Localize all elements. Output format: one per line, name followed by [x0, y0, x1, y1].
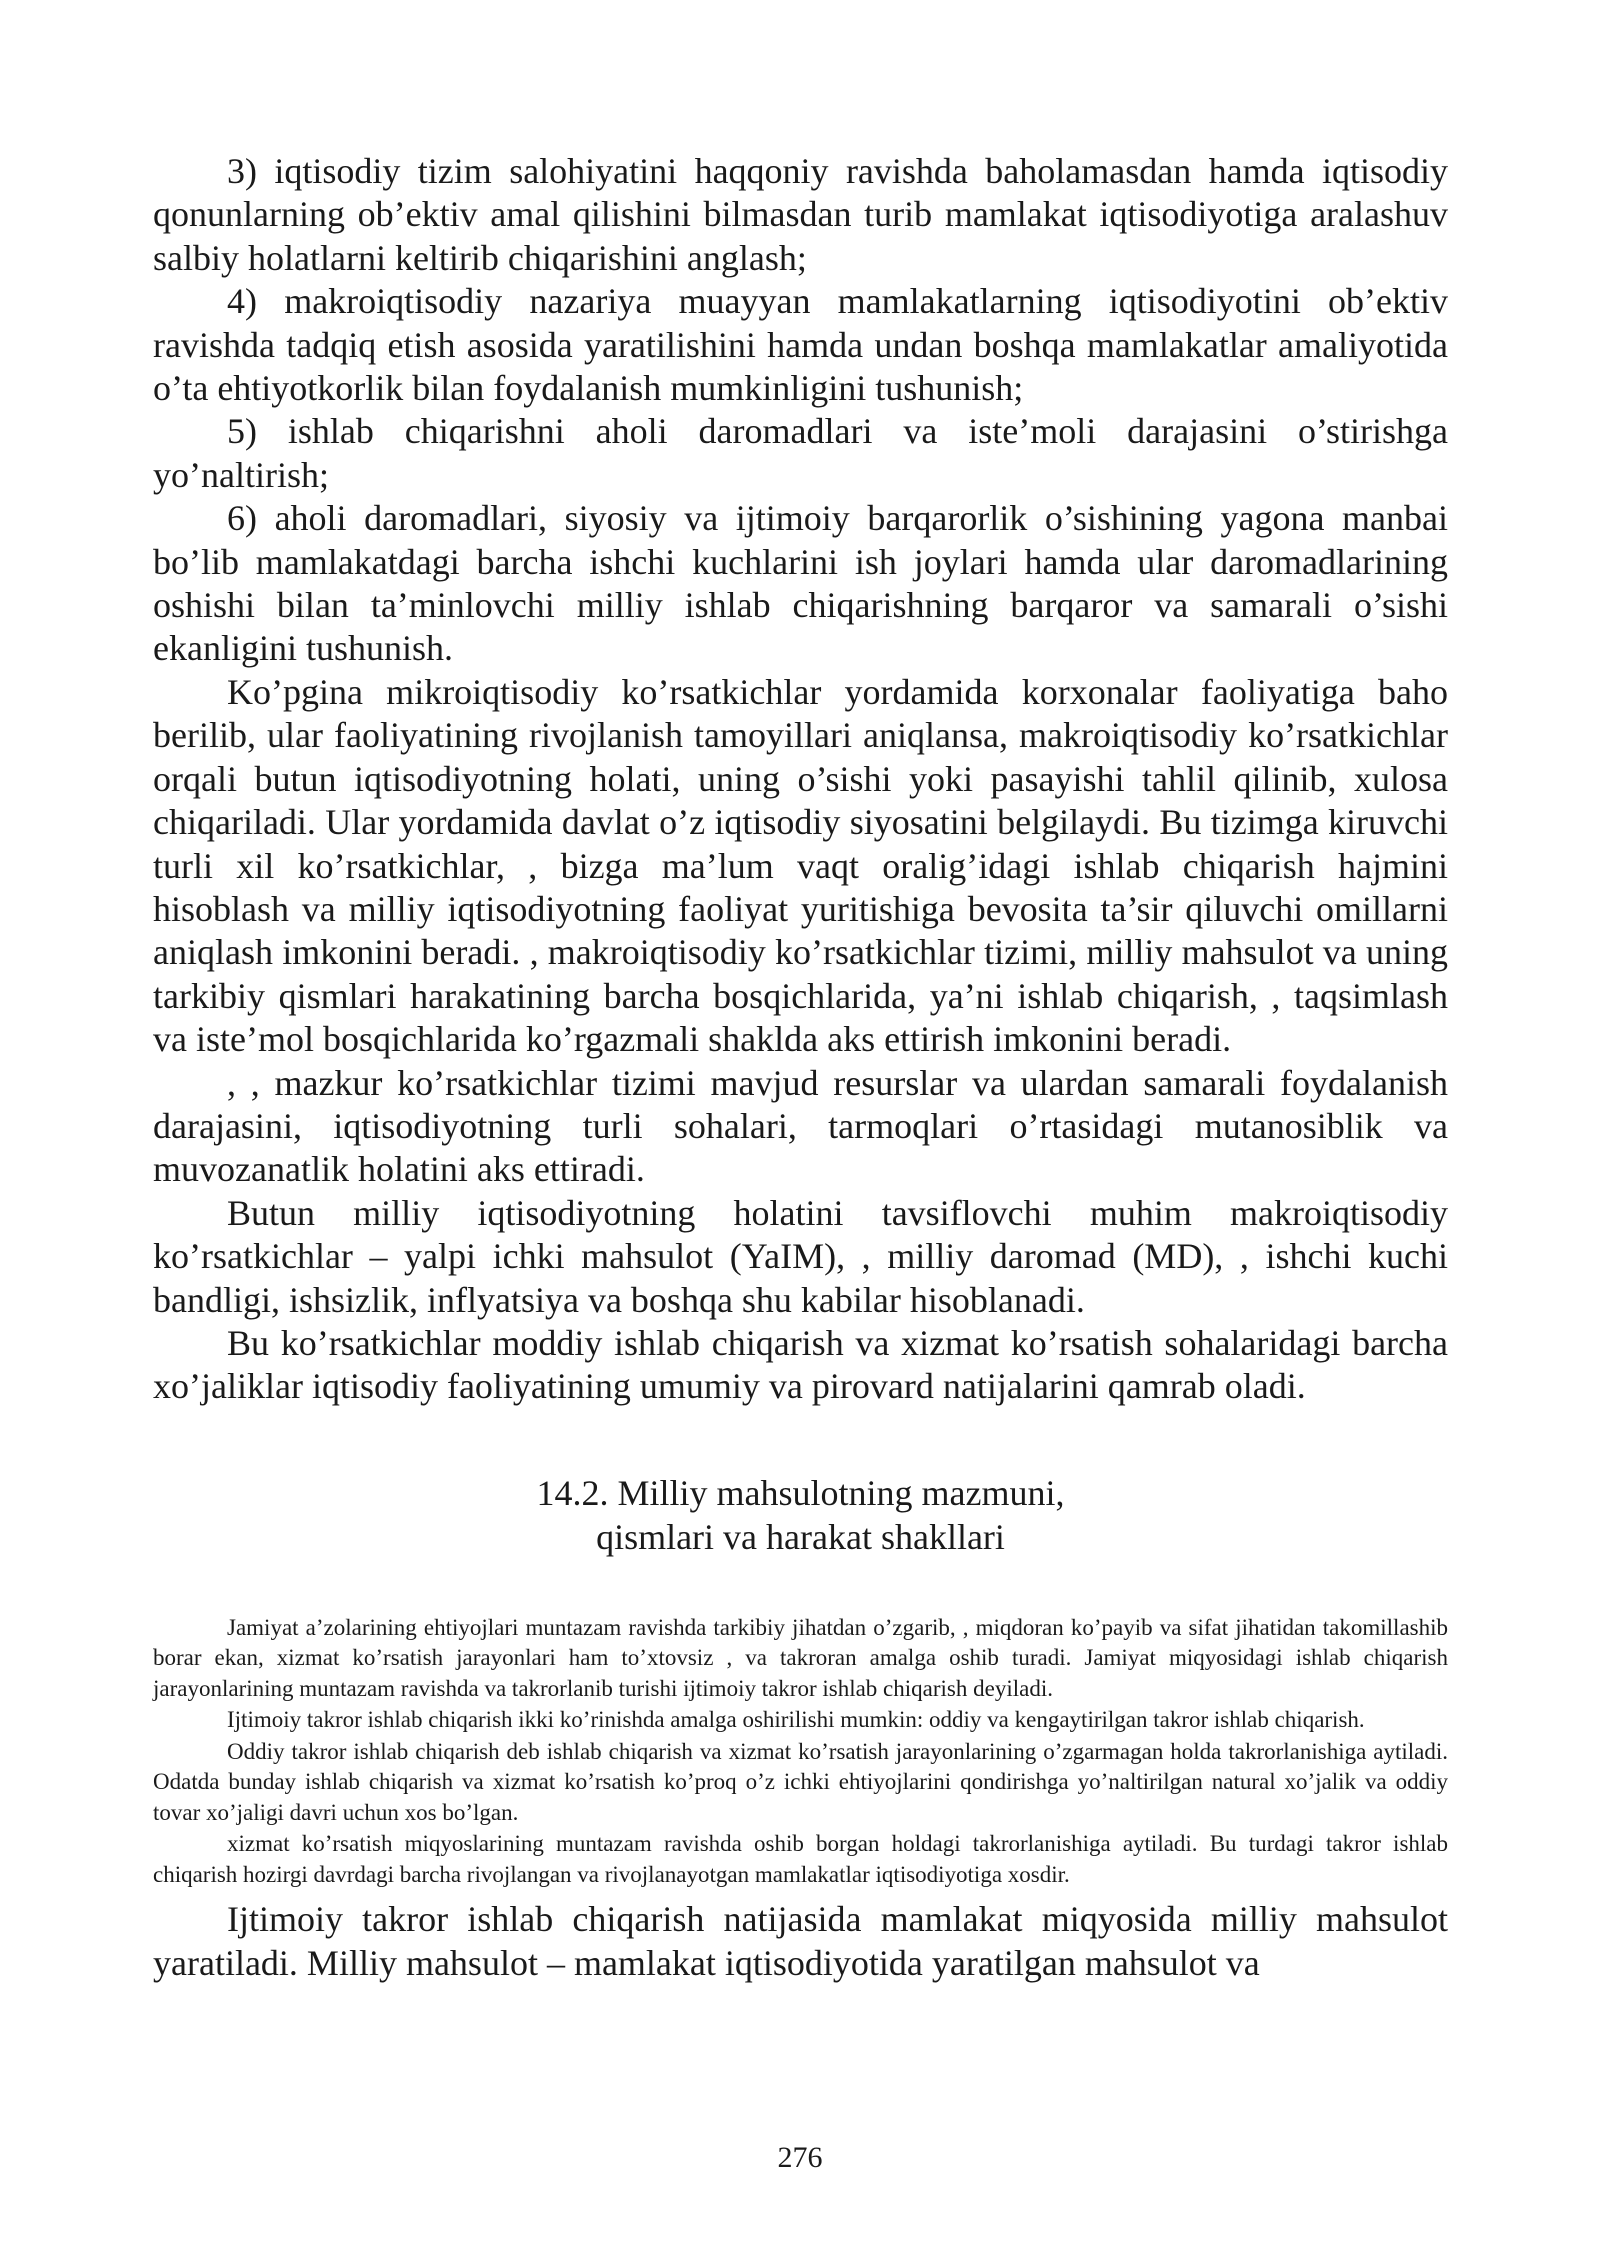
body-paragraph-scope: Bu ko’rsatkichlar moddiy ishlab chiqarish va xizmat ko’rsatish sohalaridagi barcha xo’jaliklar iqtisodiy faoliyatining umumiy va pirovard natijalarini qamrab oladi. — [153, 1322, 1448, 1407]
small-paragraph-social-reproduction: Jamiyat a’zolarining ehtiyojlari muntazam ravishda tarkibiy jihatdan o’zgarib, , miqdoran ko’payib va sifat jihatidan takomillashib borar ekan, xizmat ko’rsatish jarayonlari ham to’xtovsiz , va takroran amalga oshib turadi. Jamiyat miqyosidagi ishlab chiqarish jarayonlarining muntazam ravishda va takrorlanib turishi ijtimoiy takror ishlab chiqarish deyiladi. — [153, 1614, 1448, 1701]
small-paragraph-simple-reproduction: Oddiy takror ishlab chiqarish deb ishlab chiqarish va xizmat ko’rsatish jarayonlarining o’zgarmagan holda takrorlanishiga aytiladi. Odatda bunday ishlab chiqarish va xizmat ko’rsatish ko’proq o’z ichki ehtiyojlarini qondirishga yo’naltirilgan natural xo’jalik va oddiy tovar xo’jaligi davri uchun xos bo’lgan. — [153, 1738, 1448, 1825]
body-paragraph-macro-indicators: Butun milliy iqtisodiyotning holatini tavsiflovchi muhim makroiqtisodiy ko’rsatkichlar – yalpi ichki mahsulot (YaIM), , milliy daromad (MD), , ishchi kuchi bandligi, ishsizlik, inflyatsiya va boshqa shu kabilar hisoblanadi. — [153, 1192, 1448, 1320]
body-paragraph-system: , , mazkur ko’rsatkichlar tizimi mavjud resurslar va ulardan samarali foydalanish darajasini, iqtisodiyotning turli sohalari, tarmoqlari o’rtasidagi mutanosiblik va muvozanatlik holatini aks ettiradi. — [153, 1062, 1448, 1190]
page-number: 276 — [777, 2141, 823, 2174]
body-paragraph-item-5: 5) ishlab chiqarishni aholi daromadlari va iste’moli darajasini o’stirishga yo’naltirish; — [153, 411, 1448, 495]
small-paragraph-extended-reproduction: xizmat ko’rsatish miqyoslarining muntazam ravishda oshib borgan holdagi takrorlanishiga aytiladi. Bu turdagi takror ishlab chiqarish hozirgi davrdagi barcha rivojlangan va rivojlanayotgan mamlakatlar iqtisodiyotiga xosdir. — [153, 1831, 1448, 1887]
body-paragraph-national-product: Ijtimoiy takror ishlab chiqarish natijasida mamlakat miqyosida milliy mahsulot yaratiladi. Milliy mahsulot – mamlakat iqtisodiyotida yaratilgan mahsulot va — [153, 1899, 1448, 1983]
section-heading-line-2: qismlari va harakat shakllari — [596, 1516, 1005, 1557]
body-paragraph-indicators: Ko’pgina mikroiqtisodiy ko’rsatkichlar yordamida korxonalar faoliyatiga baho berilib, ular faoliyatining rivojlanish tamoyillari aniqlansa, makroiqtisodiy ko’rsatkichlar orqali butun iqtisodiyotning holati, uning o’sishi yoki pasayishi tahlil qilinib, xulosa chiqariladi. Ular yordamida davlat o’z iqtisodiy siyosatini belgilaydi. Bu tizimga kiruvchi turli xil ko’rsatkichlar, , bizga ma’lum vaqt oralig’idagi ishlab chiqarish hajmini hisoblash va milliy iqtisodiyotning faoliyat yuritishiga bevosita ta’sir qiluvchi omillarni aniqlash imkonini beradi. , makroiqtisodiy ko’rsatkichlar tizimi, milliy mahsulot va uning tarkibiy qismlari harakatining barcha bosqichlarida, ya’ni ishlab chiqarish, , taqsimlash va iste’mol bosqichlarida ko’rgazmali shaklda aks ettirish imkonini beradi. — [153, 671, 1448, 1060]
section-heading — [153, 1471, 1448, 1559]
page-body — [153, 150, 1448, 1985]
section-heading-line-1: 14.2. Milliy mahsulotning mazmuni, — [536, 1472, 1065, 1513]
body-paragraph-item-4: 4) makroiqtisodiy nazariya muayyan mamlakatlarning iqtisodiyotini ob’ektiv ravishda tadqiq etish asosida yaratilishini hamda undan boshqa mamlakatlar amaliyotida o’ta ehtiyotkorlik bilan foydalanish mumkinligini tushunish; — [153, 281, 1448, 409]
small-paragraph-two-forms: Ijtimoiy takror ishlab chiqarish ikki ko’rinishda amalga oshirilishi mumkin: oddiy va kengaytirilgan takror ishlab chiqarish. — [227, 1707, 1365, 1733]
body-paragraph-item-6: 6) aholi daromadlari, siyosiy va ijtimoiy barqarorlik o’sishining yagona manbai bo’lib mamlakatdagi barcha ishchi kuchlarini ish joylari hamda ular daromadlarining oshishi bilan ta’minlovchi milliy ishlab chiqarishning barqaror va samarali o’sishi ekanligini tushunish. — [153, 498, 1448, 669]
body-paragraph-item-3: 3) iqtisodiy tizim salohiyatini haqqoniy ravishda baholamasdan hamda iqtisodiy qonunlarning ob’ektiv amal qilishini bilmasdan turib mamlakat iqtisodiyotiga aralashuv salbiy holatlarni keltirib chiqarishini anglash; — [153, 151, 1448, 278]
